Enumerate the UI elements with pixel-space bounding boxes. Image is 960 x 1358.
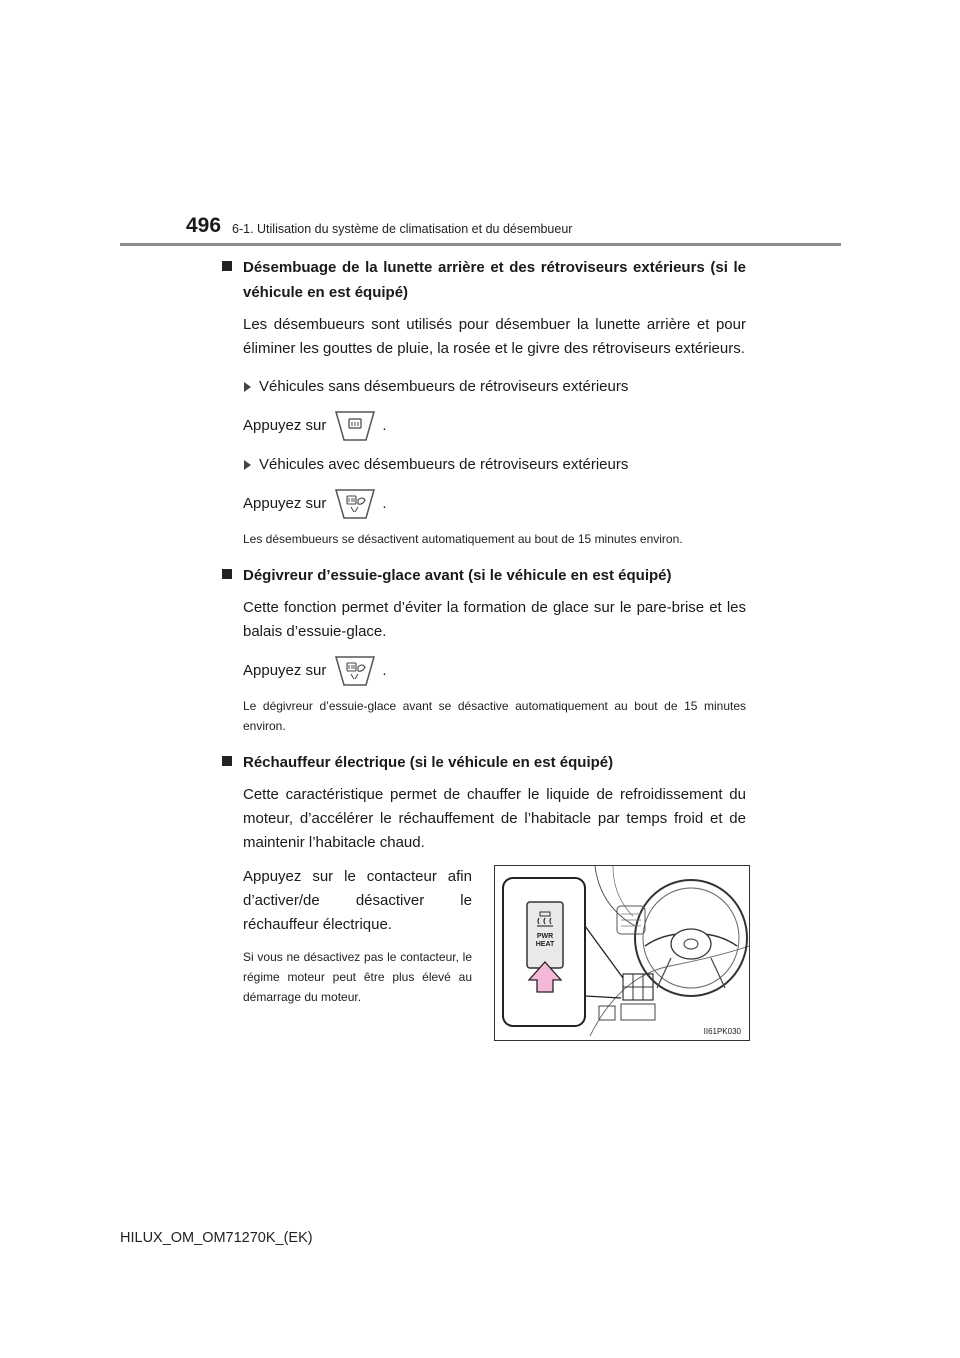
- rear-and-mirror-defogger-button-icon: [334, 487, 376, 521]
- wiper-deicer-button-icon: [334, 654, 376, 688]
- page-number: 496: [186, 214, 222, 237]
- variant-item: [243, 375, 746, 399]
- press-label: Appuyez sur: [243, 417, 327, 434]
- press-instruction: Appuyez sur .: [243, 487, 746, 521]
- switch-label-heat: HEAT: [535, 941, 555, 948]
- section-electric-heater: [222, 750, 746, 1036]
- section-title: Désembuage de la lunette arrière et des rétroviseurs extérieurs (si le véhicule en est équipé): [243, 259, 746, 301]
- variant-label: Véhicules avec désembueurs de rétroviseurs extérieurs: [259, 456, 629, 473]
- heater-instruction-block: [222, 865, 746, 1036]
- section-title: Réchauffeur électrique (si le véhicule en est équipé): [243, 754, 614, 771]
- section-square-icon: [222, 569, 232, 579]
- press-label: Appuyez sur: [243, 662, 327, 679]
- triangle-bullet-icon: [244, 460, 251, 470]
- section-title: Dégivreur d’essuie-glace avant (si le véhicule en est équipé): [243, 567, 672, 584]
- section-square-icon: [222, 261, 232, 271]
- triangle-bullet-icon: [244, 382, 251, 392]
- header-rule: [120, 243, 841, 246]
- variant-item: [243, 453, 746, 477]
- dashboard-illustration: [495, 866, 749, 1040]
- variant-label: Véhicules sans désembueurs de rétroviseurs extérieurs: [259, 378, 629, 395]
- press-label: Appuyez sur: [243, 495, 327, 512]
- rear-defogger-button-icon: [334, 409, 376, 443]
- section-body: Cette fonction permet d’éviter la formation de glace sur le pare-brise et les balais d’essuie-glace.: [243, 599, 746, 640]
- page-content: [222, 255, 746, 1036]
- press-instruction: Appuyez sur .: [243, 654, 746, 688]
- section-note: Les désembueurs se désactivent automatiquement au bout de 15 minutes environ.: [243, 532, 683, 546]
- section-header-title: 6-1. Utilisation du système de climatisation et du désembueur: [232, 222, 573, 236]
- section-note: Si vous ne désactivez pas le contacteur, le régime moteur peut être plus élevé au démarrage du moteur.: [243, 950, 472, 1004]
- section-body: Les désembueurs sont utilisés pour désembuer la lunette arrière et pour éliminer les gouttes de pluie, la rosée et le givre des rétroviseurs extérieurs.: [243, 316, 746, 357]
- press-instruction: Appuyez sur .: [243, 409, 746, 443]
- switch-label-pwr: PWR: [536, 933, 554, 940]
- section-square-icon: [222, 756, 232, 766]
- pwr-heat-switch-figure: [494, 865, 750, 1041]
- section-rear-defogger: [222, 255, 746, 549]
- section-body-2: Appuyez sur le contacteur afin d’activer/de désactiver le réchauffeur électrique.: [243, 868, 472, 933]
- section-wiper-deicer: [222, 563, 746, 736]
- section-note: Le dégivreur d’essuie-glace avant se désactive automatiquement au bout de 15 minutes environ.: [243, 699, 746, 733]
- figure-code: II61PK030: [703, 1027, 741, 1036]
- section-body: Cette caractéristique permet de chauffer le liquide de refroidissement du moteur, d’accélérer le réchauffement de l’habitacle par temps froid et de maintenir l’habitacle chaud.: [243, 786, 746, 851]
- footer-model-code: HILUX_OM_OM71270K_(EK): [120, 1230, 313, 1246]
